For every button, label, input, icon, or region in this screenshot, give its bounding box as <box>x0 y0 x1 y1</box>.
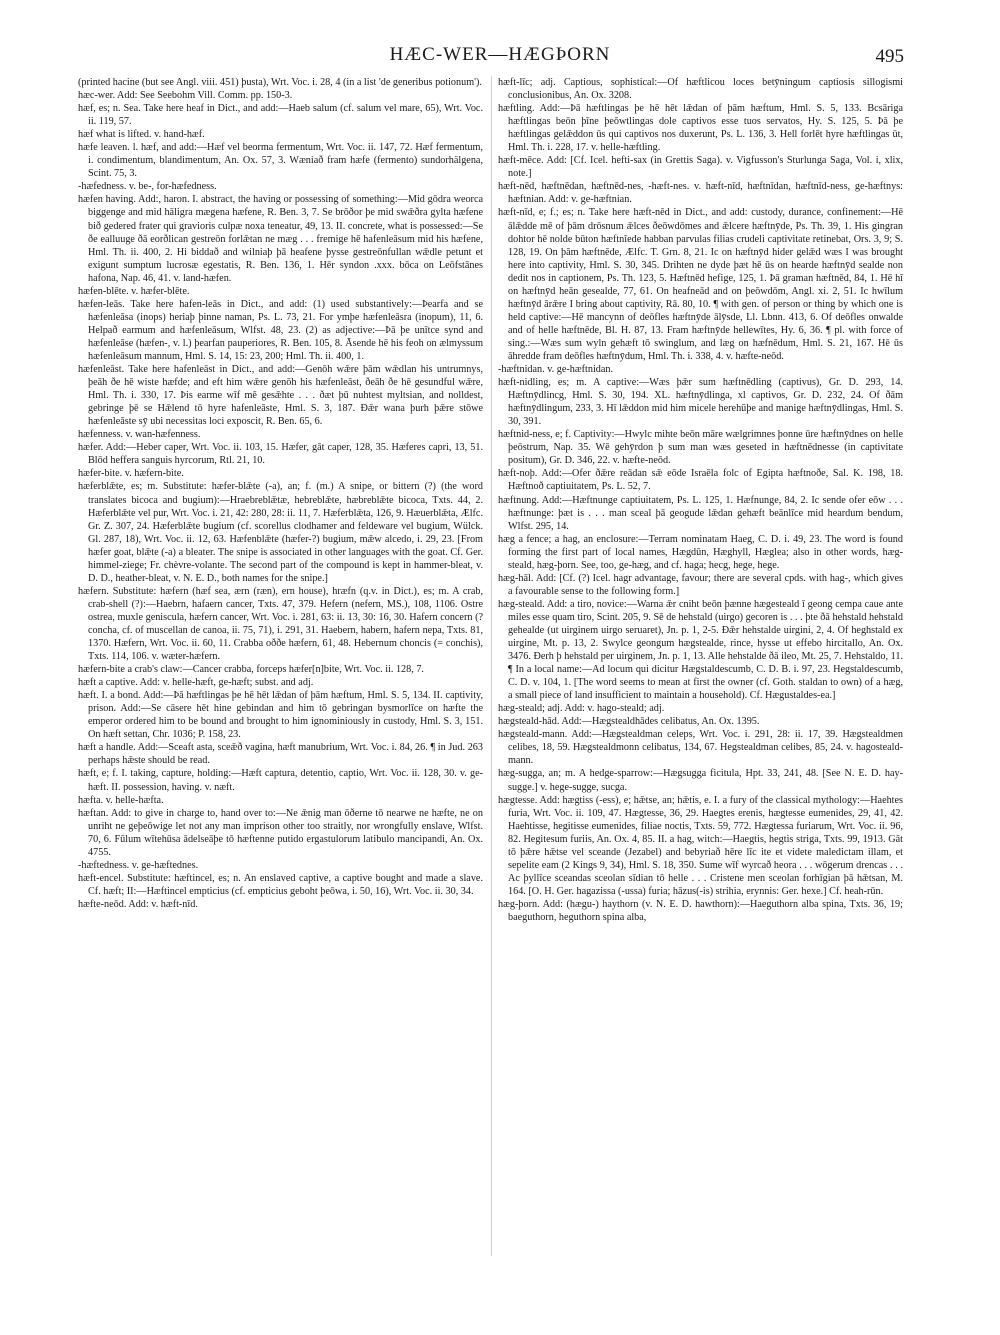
dictionary-entry: hæftnung. Add:—Hæftnunge captiuitatem, Ps. L. 125, 1. Hæfnunge, 84, 2. Ic sende ofer eōw . . . hæftnunge: þæt is . . . man sceal þā geogude lǣdan gehæft beānlīce mid heardum bendum, Wlfst. 295, 14. <box>498 494 903 532</box>
dictionary-entry: hæg-hāl. Add: [Cf. (?) Icel. hagr advantage, favour; there are several cpds. with hag-, which gives a favourable sense to the following form.] <box>498 572 903 597</box>
dictionary-entry: hæfta. v. helle-hæfta. <box>78 794 164 806</box>
dictionary-entry: hæft a handle. Add:—Sceaft asta, sceǣð vagina, hæft manubrium, Wrt. Voc. i. 84, 26. ¶ in Jud. 263 perhaps hǣste should be read. <box>78 742 483 767</box>
dictionary-entry: hæft-encel. Substitute: hæftincel, es; n. An enslaved captive, a captive bought and made a slave. Cf. hæft; II:—Hæftincel empticius (cf. empticius geboht þeōwa, i. 50, 16), Wrt. Voc. ii. 30, 34. <box>78 872 483 897</box>
dictionary-entry: -hæfedness. v. be-, for-hæfedness. <box>78 181 217 193</box>
dictionary-entry: hæfenleāst. Take here hafenleāst in Dict., and add:—Genōh wǣre þām wǣdlan his untrumnys, þeāh ðe hē wiste hæfde; and eft him wǣre genōh his hæfenleāst, ðeāh ðe hē gesundful wǣre, Hml. Th. i. 330, 17. Þis earme wīf mē gesǣhte . . . ðæt þū nuhtest myltsian, and nolldest, gebringe þē se Hǣlend tō hyre hafenleāste, Hml. S. 3, 187. Ðǣr wana þurh þǣre stōwe hæfenleāste sȳ ubi necessitas loci exposcit, R. Ben. 65, 6. <box>78 364 483 428</box>
dictionary-entry: hæfern-bite a crab's claw:—Cancer crabba, forceps hæfer[n]bite, Wrt. Voc. ii. 128, 7. <box>78 664 424 676</box>
dictionary-entry: hæft-līc; adj. Captious, sophistical:—Of hæftlicou loces betȳningum captiosis sillogismi conclusionibus, An. Ox. 3208. <box>498 77 903 102</box>
dictionary-entry: hæg-steald; adj. Add: v. hago-steald; adj. <box>498 703 665 715</box>
dictionary-entry: hæfer. Add:—Heber caper, Wrt. Voc. ii. 103, 15. Hæfer, gāt caper, 128, 35. Hæferes capri, 13, 51. Blōd heffera sanguis hyrcorum, Rtl. 21, 10. <box>78 442 483 467</box>
dictionary-entry: hæft-nēd, hæftnēdan, hæftnēd-nes, -hæft-nes. v. hæft-nīd, hæftnīdan, hæftnīd-ness, ge-hæftnys: hæftnian. Add: v. ge-hæftnian. <box>498 181 903 206</box>
dictionary-entry: hæfer-bite. v. hæfern-bite. <box>78 468 184 480</box>
dictionary-entry: hæftling. Add:—Þā hæftlingas þe hē hēt lǣdan of þām hæftum, Hml. S. 5, 133. Bcsāriga hæftlingas beōn þīne þeōwtlingas dole captivos esse tuos servatos, Hy. S. 125, 5. Þā þe hæftlingas gelǣddon ūs qui captivos nos duxerunt, Ps. L. 136, 3. Hell forlēt hyre hæftlingas ūt, Hml. Th. i. 228, 17. v. helle-hæftling. <box>498 103 903 154</box>
column-divider <box>491 76 492 1256</box>
dictionary-entry: -hæftnidan. v. ge-hæftnidan. <box>498 364 614 376</box>
dictionary-entry: hæg-sugga, an; m. A hedge-sparrow:—Hægsugga ficitula, Hpt. 33, 241, 48. [See N. E. D. hay-sugge.] v. hege-sugge, sucga. <box>498 768 903 793</box>
dictionary-entry: hæfen having. Add:, haron. I. abstract, the having or possessing of something:—Mid gōdra weorca biggenge and mid hāligra mægena hæfene, R. Ben. 3, 7. Se brōðor þe mid swǣðra gylta hæfene bið gedered frater qui gravioris culpæ noxa teneatur, 49, 13. II. concrete, what is possessed:—Se ðe ealluuge ðā eorðlican gestreōn forlǣtan ne mæg . . . fremige hē hafenleāsum mid his hæfene, Hml. Th. ii. 400, 2. Hi biddað and wilniaþ þā heafene þysse gestreōnfullan wǣdle petunt et exigunt sumptum lucrosæ egestatis, R. Ben. 136, 1. Hēr syndon .xxx. bōca on Leōfstānes hafona, Nap. 46, 41. v. land-hæfen. <box>78 194 483 284</box>
dictionary-entry: hæfe leaven. l. hæf, and add:—Hæf vel beorma fermentum, Wrt. Voc. ii. 147, 72. Hæf fermentum, i. condimentum, blandimentum, An. Ox. 57, 3. Wæniað fram hæfe (fermento) sundorhälgena, Scint. 75, 3. <box>78 142 483 180</box>
dictionary-entry: hægsteald-mann. Add:—Hægstealdman celeps, Wrt. Voc. i. 291, 28: ii. 17, 39. Hægstealdmen celibes, 18, 59. Hægstealdmonn celibatus, 134, 67. Hegstealdman celibes, 85, 24. v. hagosteald-mann. <box>498 729 903 767</box>
dictionary-entry: hæft-noþ. Add:—Ofer ðǣre reādan sǣ eōde Israēla folc of Egipta hæftnoðe, Sal. K. 198, 18. Hæftnoð captiuitatem, Ps. L. 52, 7. <box>498 468 903 493</box>
dictionary-entry: (printed hacine (but see Angl. viii. 451) þusta), Wrt. Voc. i. 28, 4 (in a list 'de generibus potionum'). <box>78 77 482 88</box>
dictionary-entry: hæf what is lifted. v. hand-hæf. <box>78 129 205 141</box>
dictionary-entry: hæft-mēce. Add: [Cf. Icel. hefti-sax (in Grettis Saga). v. Vigfusson's Sturlunga Saga, Vol. i, xlix, note.] <box>498 155 903 180</box>
dictionary-entry: hæferblǣte, es; m. Substitute: hæfer-blǣte (-a), an; f. (m.) A snipe, or bittern (?) (the word translates bicoca and bugium):—Hraebreblǣtæ, hebreblǣte, hæbreblǣte bicoca, Txts. 44, 2. Hæferblǣte vel pur, Wrt. Voc. i. 21, 42: 280, 28: ii. 11, 7. Hæferblǣta, 126, 9. Hæuerblǣta, Ælfc. Gr. Z. 307, 24. Hæferblǣte bugium (cf. scorellus clodhamer and feldeware vel bugium, Wülck. Gl. 287, 18), Wrt. Voc. ii. 12, 63. Hæfenblǣte (hæfer-?) bugium, mǣw alcedo, i. 29, 23. [From hæfer goat, blǣte (-a) a bleater. The snipe is associated in other languages with the goat. Cf. Ger. himmel-ziege; Fr. chèvre-volante. The second part of the compound is kept in hammer-bleat, v. D. D., heather-bleat, v. N. E. D., both names for the snipe.] <box>78 481 483 584</box>
dictionary-entry: hæfen-leās. Take here hafen-leās in Dict., and add: (1) used substantively:—Þearfa and se hæfenleāsa (inops) heriaþ þinne naman, Ps. L. 73, 21. For ymþe hæfenleāsra (inopum), 11, 6. Helpað earmum and hæfenleāsum, Wlfst. 48, 23. (2) as adjective:—Þā þe unītce synd and hæfenleāse (hæfen-, v. l.) þearfan pauperiores, R. Ben. 105, 8. Āsende hē his feoh on ælmyssum hæfenleāsum mannum, Hml. S. 14, 15: 23, 200; Hml. Th. ii. 400, 1. <box>78 298 483 362</box>
dictionary-entry: hæfern. Substitute: hæfern (hæf sea, ærn (ræn), ern house), hræfn (q.v. in Dict.), es; m. A crab, crab-shell (?):—Haebrn, hafaern cancer, Txts. 47, 379. Hefern (nefern, MS.), 108, 1106. Ostre ostrea, muxle geniscula, hæfern cancer, Wrt. Voc. i. 281, 63: ii. 13, 30: 16, 30. Hafern concern (? concha, cf. of muscellan de canoa, ii. 75, 71), i. 291, 31. Haebern, habern, hafern nepa, Txts. 81, 1370. Hæfern, Wrt. Voc. ii. 60, 11. Crabba oððe hæfern, 61, 48. Hebernum choncis (= conchis), Txts. 114, 106. v. wæter-hæfern. <box>78 585 483 663</box>
right-column <box>498 76 903 924</box>
dictionary-entry: hæft a captive. Add: v. helle-hæft, ge-hæft; subst. and adj. <box>78 677 314 689</box>
dictionary-entry: hæft-nīd, e; f.; es; n. Take here hæft-nēd in Dict., and add: custody, durance, confinement:—Hē ālǣdde mē of þām drōsnum ǣlces ðeōwdōmes and ǣlcere hæftnȳde, Ps. Th. 39, 1. His gingran dohtor hē nolde būton hæftnīede habban parvulas filias crudeli captivitate retinebat, Ors. 3, 9; S. 128, 19. On þām hæftnēde, Ælfc. T. Grn. 8, 21. Ic on hæftnȳd hider gelǣd wæs I was brought here into captivity, Hml. S. 30, 345. Drihten ne dyde þæt hē ūs on hearde hæftnȳd sealde non dedit nos in captionem, Ps. Th. 123, 5. Hæftnēd hefige, 125, 1. Þā graman hæftnēd, 84, 1. Hē hī on hæftnȳd heān gesealde, 77, 61. On heafneād and on þeōwdōm, Angl. xi. 2, 51. Ic hwīlum hæftnȳd ārǣre I bring about captivity, Rā. 80, 10. ¶ with gen. of person or thing by which one is held captive:—Hē mancynn of deōfles hæftnȳde ālȳsde, Ll. Lbnn. 413, 6. Of deōfles onwalde and of helle hæftnēde, Bl. H. 87, 13. Fram hæftnȳde hellewītes, Hy. 6, 36. ¶ pl. with force of sing.:—Wæs sum wyln gehæft tō swinglum, and læg on hæfnēdum, Hml. S. 21, 167. Hē ūs āhredde fram deōfles hæftnȳdum, Hml. Th. i. 338, 4. v. hæfte-neōd. <box>498 207 903 362</box>
dictionary-entry: hæft-nidling, es; m. A captive:—Wæs þǣr sum hæftnēdling (captivus), Gr. D. 293, 14. Hæftnȳdlincg, Hml. S. 30, 194. XL. hæftnȳdlinga, xl captivos, Gr. D. 232, 24. Of ðām hæftnȳdlingum, 233, 3. Hī lǣddon mid him micele herehūþe and manige hæftnȳdlingas, Hml. S. 30, 391. <box>498 377 903 428</box>
dictionary-entry: hæg-þorn. Add: (hægu-) haythorn (v. N. E. D. hawthorn):—Haeguthorn alba spina, Txts. 36, 19; baeguthorn, heguthorn spina alba, <box>498 898 903 923</box>
dictionary-entry: -hæftedness. v. ge-hæftednes. <box>78 859 199 871</box>
dictionary-entry: hæfte-neōd. Add: v. hæft-nīd. <box>78 898 198 910</box>
dictionary-entry: hæfenness. v. wan-hæfenness. <box>78 429 201 441</box>
dictionary-entry: hæftnid-ness, e; f. Captivity:—Hwylc mihte beōn māre wælgrimnes þonne ūre hæftnȳdnes on helle þeōstrum, Nap. 35. Wē gehȳrdon þ sum man wæs geseted in hæftnēdnesse (in captivitate positum), Gr. D. 346, 22. v. hæfte-neōd. <box>498 429 903 467</box>
running-header <box>0 44 1000 72</box>
dictionary-entry: hæf, es; n. Sea. Take here heaf in Dict., and add:—Haeb salum (cf. salum vel mare, 65), Wrt. Voc. ii. 119, 57. <box>78 103 483 128</box>
dictionary-entry: hæg-steald. Add: a tiro, novice:—Warna ǣr cniht beōn þænne hægesteald ī geong cempa caue ante miles esse quam tiro, Scint. 205, 9. Sē de hehstald (uirgo) gecoren is . . . þte ðā hehstald hehstald gehealde (ut uirginem uirgo seruaret), Jn. p. 1, 2-5. Ðǣr hehstalde uirgini, 2, 4. Of heghstald ex uirgine, Mt. p. 13, 2. Swylce geongum hægstealde, rince, hysse ut effebo hircitallo, An. Ox. 3476. Ðerh þ hehstald per uirginem, Jn. p. 1, 13. Alle hehstalde ðā ileo, Mt. 25, 7. Hehstaldo, 11. ¶ In a local name:—Ad locum qui dicitur Hægstaldescumb, C. D. B. i. 97, 23. Hegstaldescumb, C. D. v. 104, 1. [The word seems to mean at first the owner (cf. Goth. staldan to own) of a hæg, a small piece of land insufficient to maintain a household). Cf. Hægustaldes-ea.] <box>498 598 903 702</box>
dictionary-entry: hægsteald-hād. Add:—Hægstealdhādes celibatus, An. Ox. 1395. <box>498 716 760 728</box>
dictionary-entry: hæc-wer. Add: See Seebohm Vill. Comm. pp. 150-3. <box>78 90 293 102</box>
dictionary-entry: hæft, e; f. I. taking, capture, holding:—Hæft captura, detentio, captio, Wrt. Voc. ii. 128, 30. v. ge-hæft. II. possession, having. v. næft. <box>78 768 483 793</box>
left-column <box>78 76 483 911</box>
dictionary-entry: hæftan. Add: to give in charge to, hand over to:—Ne ǣnig man ōðerne tō nearwe ne hæfte, ne on unriht ne geþeōwige let not any man imprison other too straitly, nor wrongfully enslave, Wlfst. 70, 6. Fūlum wītehūsa ādelseāþe tō hæftenne putido ergastulorum latibulo mancipandi, An. Ox. 4755. <box>78 807 483 858</box>
dictionary-entry: hægtesse. Add: hægtiss (-ess), e; hǣtse, an; hǣtis, e. I. a fury of the classical mythology:—Haehtes furia, Wrt. Voc. ii. 109, 47. Hægtesse, 36, 29. Haegtes erenis, hægtesse eumenides, 29, 41, 42. Haehtisse, hegitisse eumenides, filiae noctis, Txts. 59, 772. Hægtessa furiarum, Wrt. Voc. ii. 96, 82. Hegitesum furiis, An. Ox. 4, 85. II. a hag, witch:—Haegtis, hegtis striga, Txts. 99, 1913. Gāt tō þǣre hǣtse vel sceande (Jezabel) and bebyriað hēre līc ite et videte maledictam illam, et sepelite eam (2 Kings 9, 34), Hml. S. 18, 350. Sume wīf wyrcað heora . . . wōgerum drencas . . . Ac þyllīce sceandas sceolan sīdian tō helle . . . Cristene men sceolan forhīgian þā hǣtsan, M. 164. [O. H. Ger. hagazissa (-ussa) furia; hāzus(-is) strihia, erynnis: Ger. hexe.] Cf. heah-rūn. <box>498 794 903 897</box>
page-title: HÆC-WER—HÆGÞORN <box>389 44 611 65</box>
dictionary-entry: hæg a fence; a hag, an enclosure:—Terram nominatam Haeg, C. D. i. 49, 23. The word is found forming the first part of local names, Hægdūn, Hæghyll, Hæglea; also in other words, hæg-steald, hæg-þorn. See, too, ge-hæg, and cf. haga; hecg, hege, hege. <box>498 533 903 571</box>
dictionary-entry: hæfen-blēte. v. hæfer-blēte. <box>78 285 190 297</box>
dictionary-entry: hæft. I. a bond. Add:—Þā hæftlingas þe hē hēt lǣdan of þām hæftum, Hml. S. 5, 134. II. captivity, prison. Add:—Se cāsere hēt hine gebindan and him tō gebringan bysmorlīce on hæfte the emperor ordered him to be bound and brought to him ignominiously in custody, Hml. S. 3, 151. On hæft settan, Chr. 1036; P. 158, 23. <box>78 690 483 741</box>
page-number: 495 <box>875 46 904 67</box>
